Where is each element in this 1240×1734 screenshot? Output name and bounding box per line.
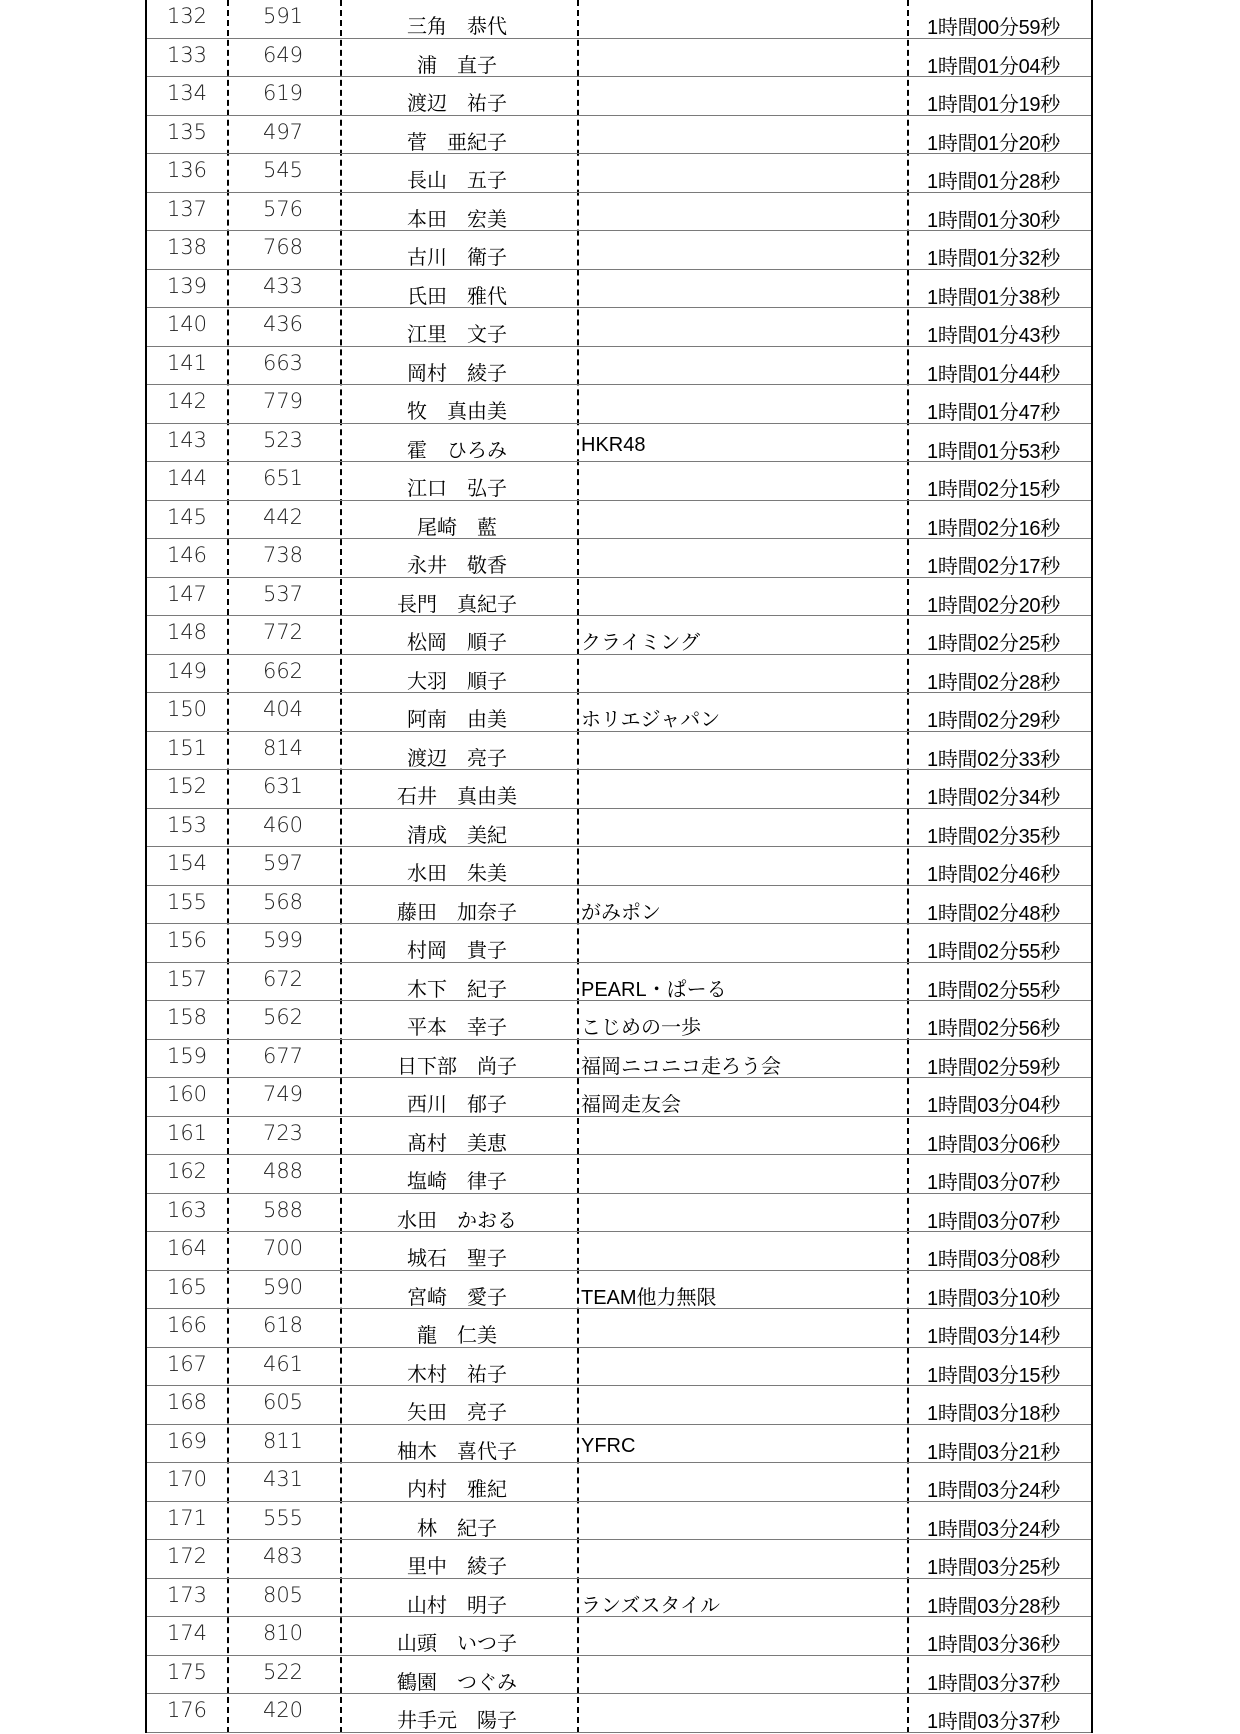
bib-number-cell: 619 <box>262 81 304 105</box>
bib-number-cell: 649 <box>262 42 304 67</box>
rank-cell: 165 <box>166 1274 208 1299</box>
table-row <box>147 693 1091 732</box>
bib-number-cell: 460 <box>262 812 304 837</box>
rank-cell: 144 <box>166 466 208 490</box>
bib-number-cell: 651 <box>262 466 304 490</box>
bib-number-cell: 576 <box>262 196 304 221</box>
bib-number-cell: 814 <box>262 735 304 760</box>
runner-name-cell: 木下 紀子 <box>407 976 507 1001</box>
team-name-cell: クライミング <box>581 632 700 654</box>
table-row <box>147 732 1091 771</box>
finish-time-cell: 1時間02分48秒 <box>927 902 1060 925</box>
table-row <box>147 1502 1091 1541</box>
bib-number-cell: 488 <box>262 1159 304 1183</box>
table-row <box>147 1155 1091 1194</box>
table-row <box>147 424 1091 463</box>
table-row <box>147 1271 1091 1310</box>
finish-time-cell: 1時間02分29秒 <box>927 710 1060 732</box>
runner-name-cell: 浦 直子 <box>417 52 497 77</box>
runner-name-cell: 城石 聖子 <box>407 1246 507 1270</box>
bib-number-cell: 420 <box>262 1698 304 1722</box>
table-row <box>147 0 1091 39</box>
table-row <box>147 231 1091 270</box>
runner-name-cell: 塩崎 律子 <box>407 1169 507 1193</box>
table-row <box>147 1232 1091 1271</box>
runner-name-cell: 阿南 由美 <box>407 707 507 731</box>
rank-cell: 160 <box>166 1082 208 1106</box>
runner-name-cell: 日下部 尚子 <box>397 1053 517 1078</box>
rank-cell: 153 <box>166 812 208 837</box>
finish-time-cell: 1時間03分07秒 <box>927 1210 1060 1233</box>
finish-time-cell: 1時間00分59秒 <box>927 17 1060 39</box>
bib-number-cell: 700 <box>262 1236 304 1260</box>
rank-cell: 172 <box>166 1544 208 1568</box>
table-row <box>147 616 1091 655</box>
table-row <box>147 1617 1091 1656</box>
rank-cell: 170 <box>166 1467 208 1491</box>
table-row <box>147 578 1091 617</box>
team-name-cell: YFRC <box>581 1434 636 1457</box>
runner-name-cell: 江口 弘子 <box>407 476 507 500</box>
bib-number-cell: 483 <box>262 1544 304 1568</box>
runner-name-cell: 渡辺 亮子 <box>407 745 507 770</box>
runner-name-cell: 山頭 いつ子 <box>397 1631 517 1655</box>
bib-number-cell: 568 <box>262 889 304 914</box>
finish-time-cell: 1時間01分43秒 <box>927 325 1060 347</box>
finish-time-cell: 1時間01分44秒 <box>927 363 1060 386</box>
runner-name-cell: 林 紀子 <box>417 1515 497 1540</box>
finish-time-cell: 1時間03分10秒 <box>927 1287 1060 1310</box>
bib-number-cell: 599 <box>262 928 304 952</box>
rank-cell: 159 <box>166 1043 208 1068</box>
rank-cell: 157 <box>166 966 208 991</box>
rank-cell: 161 <box>166 1120 208 1145</box>
runner-name-cell: 柚木 喜代子 <box>397 1438 517 1463</box>
table-row <box>147 385 1091 424</box>
table-row <box>147 77 1091 116</box>
table-row <box>147 462 1091 501</box>
bib-number-cell: 461 <box>262 1351 304 1376</box>
runner-name-cell: 藤田 加奈子 <box>397 899 517 924</box>
rank-cell: 149 <box>166 658 208 683</box>
runner-name-cell: 鶴園 つぐみ <box>397 1669 517 1694</box>
finish-time-cell: 1時間03分07秒 <box>927 1172 1060 1194</box>
bib-number-cell: 779 <box>262 389 304 413</box>
bib-number-cell: 523 <box>262 427 304 452</box>
table-row <box>147 347 1091 386</box>
finish-time-cell: 1時間02分33秒 <box>927 748 1060 771</box>
runner-name-cell: 長門 真紀子 <box>397 591 517 616</box>
rank-cell: 140 <box>166 312 208 336</box>
rank-cell: 135 <box>166 119 208 144</box>
team-name-cell: こじめの一歩 <box>581 1017 701 1039</box>
bib-number-cell: 433 <box>262 273 304 298</box>
runner-name-cell: 山村 明子 <box>407 1592 507 1617</box>
finish-time-cell: 1時間01分32秒 <box>927 248 1060 270</box>
team-name-cell: PEARL・ぱーる <box>581 978 727 1001</box>
table-row <box>147 809 1091 848</box>
table-row <box>147 1540 1091 1579</box>
runner-name-cell: 平本 幸子 <box>407 1015 507 1039</box>
table-row <box>147 1040 1091 1079</box>
bib-number-cell: 772 <box>262 620 304 644</box>
rank-cell: 141 <box>166 350 208 375</box>
results-table <box>145 0 1093 1733</box>
finish-time-cell: 1時間03分24秒 <box>927 1518 1060 1541</box>
bib-number-cell: 537 <box>262 581 304 606</box>
runner-name-cell: 松岡 順子 <box>407 630 507 654</box>
finish-time-cell: 1時間02分28秒 <box>927 671 1060 694</box>
runner-name-cell: 大羽 順子 <box>407 668 507 693</box>
rank-cell: 175 <box>166 1659 208 1684</box>
table-row <box>147 501 1091 540</box>
runner-name-cell: 水田 朱美 <box>407 861 507 885</box>
bib-number-cell: 442 <box>262 504 304 529</box>
rank-cell: 139 <box>166 273 208 298</box>
finish-time-cell: 1時間01分04秒 <box>927 55 1060 78</box>
rank-cell: 143 <box>166 427 208 452</box>
finish-time-cell: 1時間03分25秒 <box>927 1557 1060 1579</box>
runner-name-cell: 氏田 雅代 <box>407 283 507 308</box>
finish-time-cell: 1時間02分46秒 <box>927 864 1060 886</box>
rank-cell: 154 <box>166 851 208 875</box>
rank-cell: 168 <box>166 1390 208 1414</box>
bib-number-cell: 562 <box>262 1005 304 1029</box>
rank-cell: 146 <box>166 543 208 567</box>
finish-time-cell: 1時間02分20秒 <box>927 594 1060 617</box>
runner-name-cell: 水田 かおる <box>397 1207 517 1232</box>
rank-cell: 148 <box>166 620 208 644</box>
team-name-cell: ホリエジャパン <box>581 709 721 731</box>
finish-time-cell: 1時間03分06秒 <box>927 1133 1060 1156</box>
finish-time-cell: 1時間03分15秒 <box>927 1364 1060 1387</box>
finish-time-cell: 1時間01分53秒 <box>927 440 1060 463</box>
rank-cell: 142 <box>166 389 208 413</box>
runner-name-cell: 龍 仁美 <box>417 1323 497 1347</box>
table-row <box>147 1694 1091 1733</box>
finish-time-cell: 1時間02分55秒 <box>927 979 1060 1002</box>
team-name-cell: がみポン <box>581 901 661 924</box>
table-row <box>147 1425 1091 1464</box>
runner-name-cell: 霍 ひろみ <box>407 437 507 462</box>
rank-cell: 156 <box>166 928 208 952</box>
table-row <box>147 1463 1091 1502</box>
finish-time-cell: 1時間01分30秒 <box>927 209 1060 232</box>
team-name-cell: ランズスタイル <box>581 1594 720 1617</box>
bib-number-cell: 555 <box>262 1505 304 1530</box>
runner-name-cell: 渡辺 祐子 <box>407 91 507 115</box>
bib-number-cell: 545 <box>262 158 304 182</box>
rank-cell: 176 <box>166 1698 208 1722</box>
bib-number-cell: 663 <box>262 350 304 375</box>
rank-cell: 171 <box>166 1505 208 1530</box>
bib-number-cell: 436 <box>262 312 304 336</box>
table-row <box>147 39 1091 78</box>
finish-time-cell: 1時間02分16秒 <box>927 517 1060 540</box>
runner-name-cell: 木村 祐子 <box>407 1361 507 1386</box>
bib-number-cell: 591 <box>262 4 304 28</box>
rank-cell: 145 <box>166 504 208 529</box>
bib-number-cell: 723 <box>262 1120 304 1145</box>
runner-name-cell: 牧 真由美 <box>407 399 507 423</box>
runner-name-cell: 西川 郁子 <box>407 1092 507 1116</box>
runner-name-cell: 岡村 綾子 <box>407 360 507 385</box>
runner-name-cell: 江里 文子 <box>407 322 507 346</box>
team-name-cell: TEAM他力無限 <box>581 1286 717 1309</box>
runner-name-cell: 三角 恭代 <box>407 14 507 38</box>
rank-cell: 152 <box>166 774 208 798</box>
finish-time-cell: 1時間02分17秒 <box>927 556 1060 578</box>
runner-name-cell: 内村 雅紀 <box>407 1477 507 1501</box>
table-row <box>147 1579 1091 1618</box>
finish-time-cell: 1時間01分19秒 <box>927 94 1060 116</box>
bib-number-cell: 590 <box>262 1274 304 1299</box>
bib-number-cell: 605 <box>262 1390 304 1414</box>
finish-time-cell: 1時間03分21秒 <box>927 1441 1060 1464</box>
finish-time-cell: 1時間03分28秒 <box>927 1595 1060 1618</box>
table-row <box>147 963 1091 1002</box>
runner-name-cell: 井手元 陽子 <box>397 1708 517 1732</box>
table-row <box>147 1001 1091 1040</box>
finish-time-cell: 1時間03分08秒 <box>927 1249 1060 1271</box>
bib-number-cell: 588 <box>262 1197 304 1222</box>
bib-number-cell: 404 <box>262 697 304 721</box>
finish-time-cell: 1時間03分37秒 <box>927 1711 1060 1733</box>
finish-time-cell: 1時間03分37秒 <box>927 1672 1060 1695</box>
bib-number-cell: 768 <box>262 235 304 259</box>
table-row <box>147 1078 1091 1117</box>
runner-name-cell: 髙村 美恵 <box>407 1130 507 1155</box>
rank-cell: 163 <box>166 1197 208 1222</box>
table-row <box>147 1656 1091 1695</box>
team-name-cell: HKR48 <box>581 433 646 456</box>
rank-cell: 147 <box>166 581 208 606</box>
finish-time-cell: 1時間03分14秒 <box>927 1326 1060 1348</box>
bib-number-cell: 662 <box>262 658 304 683</box>
finish-time-cell: 1時間01分47秒 <box>927 402 1060 424</box>
finish-time-cell: 1時間02分25秒 <box>927 633 1060 655</box>
runner-name-cell: 本田 宏美 <box>407 206 507 231</box>
table-row <box>147 308 1091 347</box>
bib-number-cell: 497 <box>262 119 304 144</box>
finish-time-cell: 1時間02分34秒 <box>927 787 1060 809</box>
runner-name-cell: 矢田 亮子 <box>407 1400 507 1424</box>
runner-name-cell: 永井 敬香 <box>407 553 507 577</box>
bib-number-cell: 677 <box>262 1043 304 1068</box>
table-row <box>147 886 1091 925</box>
team-name-cell: 福岡走友会 <box>581 1094 681 1116</box>
bib-number-cell: 431 <box>262 1467 304 1491</box>
rank-cell: 132 <box>166 4 208 28</box>
finish-time-cell: 1時間03分04秒 <box>927 1095 1060 1117</box>
rank-cell: 150 <box>166 697 208 721</box>
table-row <box>147 770 1091 809</box>
table-row <box>147 924 1091 963</box>
bib-number-cell: 597 <box>262 851 304 875</box>
bib-number-cell: 631 <box>262 774 304 798</box>
bib-number-cell: 805 <box>262 1582 304 1607</box>
runner-name-cell: 石井 真由美 <box>397 784 517 808</box>
runner-name-cell: 宮崎 愛子 <box>407 1284 507 1309</box>
finish-time-cell: 1時間03分24秒 <box>927 1480 1060 1502</box>
finish-time-cell: 1時間01分20秒 <box>927 132 1060 155</box>
bib-number-cell: 738 <box>262 543 304 567</box>
finish-time-cell: 1時間02分59秒 <box>927 1056 1060 1079</box>
rank-cell: 137 <box>166 196 208 221</box>
table-row <box>147 1348 1091 1387</box>
table-row <box>147 539 1091 578</box>
rank-cell: 173 <box>166 1582 208 1607</box>
runner-name-cell: 菅 亜紀子 <box>407 129 507 154</box>
rank-cell: 167 <box>166 1351 208 1376</box>
finish-time-cell: 1時間02分15秒 <box>927 479 1060 501</box>
rank-cell: 164 <box>166 1236 208 1260</box>
table-row <box>147 154 1091 193</box>
finish-time-cell: 1時間03分36秒 <box>927 1634 1060 1656</box>
runner-name-cell: 長山 五子 <box>407 168 507 192</box>
bib-number-cell: 522 <box>262 1659 304 1684</box>
rank-cell: 136 <box>166 158 208 182</box>
rank-cell: 134 <box>166 81 208 105</box>
team-name-cell: 福岡ニコニコ走ろう会 <box>581 1055 781 1078</box>
table-row <box>147 847 1091 886</box>
bib-number-cell: 811 <box>262 1428 304 1453</box>
rank-cell: 133 <box>166 42 208 67</box>
table-row <box>147 655 1091 694</box>
bib-number-cell: 810 <box>262 1621 304 1645</box>
finish-time-cell: 1時間01分38秒 <box>927 286 1060 309</box>
rank-cell: 158 <box>166 1005 208 1029</box>
bib-number-cell: 672 <box>262 966 304 991</box>
table-row <box>147 1309 1091 1348</box>
table-row <box>147 193 1091 232</box>
rank-cell: 162 <box>166 1159 208 1183</box>
rank-cell: 138 <box>166 235 208 259</box>
finish-time-cell: 1時間02分56秒 <box>927 1018 1060 1040</box>
runner-name-cell: 尾崎 藍 <box>417 514 497 539</box>
table-row <box>147 1194 1091 1233</box>
runner-name-cell: 村岡 貴子 <box>407 938 507 962</box>
finish-time-cell: 1時間01分28秒 <box>927 171 1060 193</box>
runner-name-cell: 古川 衛子 <box>407 245 507 269</box>
rank-cell: 155 <box>166 889 208 914</box>
table-row <box>147 1117 1091 1156</box>
rank-cell: 166 <box>166 1313 208 1337</box>
finish-time-cell: 1時間02分55秒 <box>927 941 1060 963</box>
table-row <box>147 270 1091 309</box>
runner-name-cell: 里中 綾子 <box>407 1554 507 1578</box>
bib-number-cell: 618 <box>262 1313 304 1337</box>
finish-time-cell: 1時間03分18秒 <box>927 1403 1060 1425</box>
rank-cell: 174 <box>166 1621 208 1645</box>
finish-time-cell: 1時間02分35秒 <box>927 825 1060 848</box>
rank-cell: 151 <box>166 735 208 760</box>
table-row <box>147 116 1091 155</box>
bib-number-cell: 749 <box>262 1082 304 1106</box>
runner-name-cell: 清成 美紀 <box>407 822 507 847</box>
table-row <box>147 1386 1091 1425</box>
rank-cell: 169 <box>166 1428 208 1453</box>
